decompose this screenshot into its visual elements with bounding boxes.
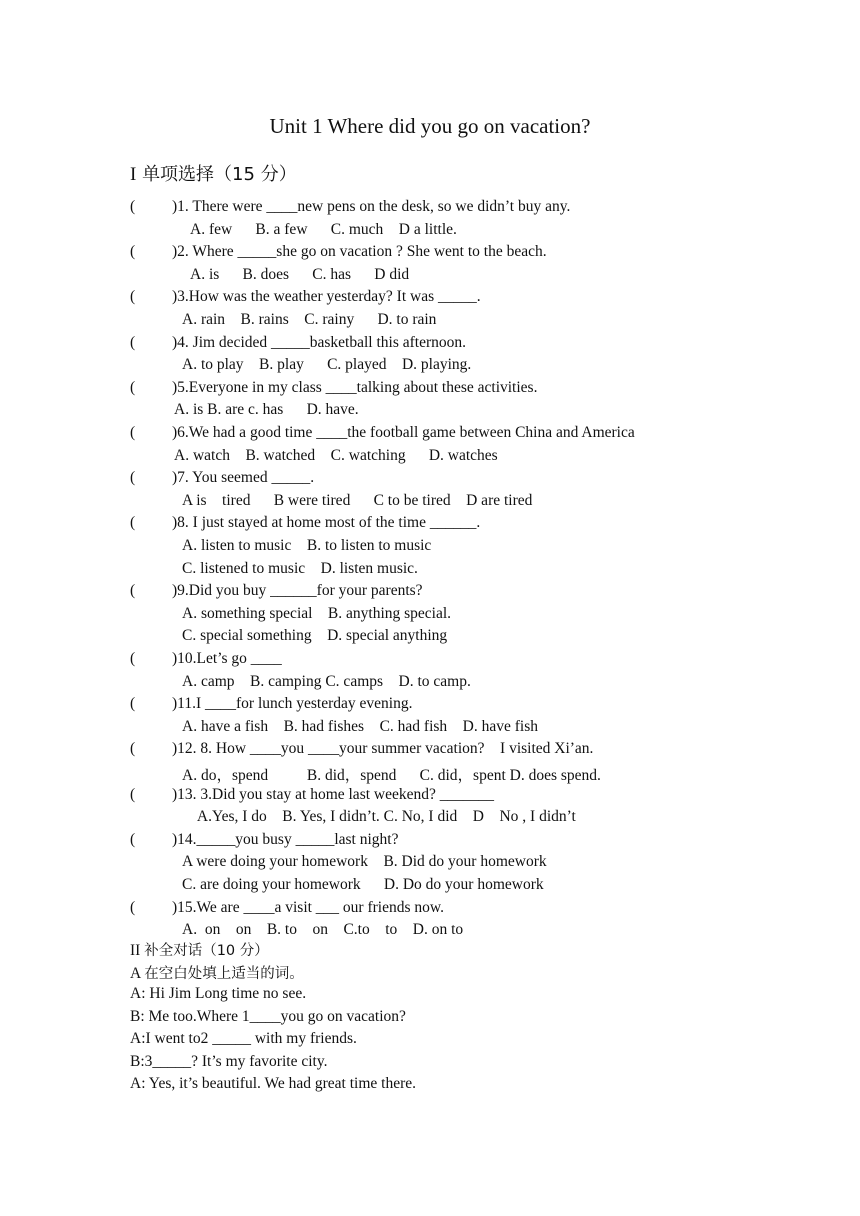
question-stem: )8. I just stayed at home most of the time ______. xyxy=(172,514,481,532)
question-options: C. are doing your homework D. Do do your homework xyxy=(182,876,544,893)
page-title: Unit 1 Where did you go on vacation? xyxy=(269,114,591,138)
section-2-label: 补全对话（10 分） xyxy=(144,943,269,959)
question-options: C. listened to music D. listen music. xyxy=(182,559,418,577)
section-2-roman: II xyxy=(130,942,141,959)
answer-paren: ( xyxy=(130,650,136,667)
dialogue-line: A: Yes, it’s beautiful. We had great time there. xyxy=(130,1075,417,1092)
question-stem: )3.How was the weather yesterday? It was _____. xyxy=(172,288,481,306)
question-options: A.Yes, I do B. Yes, I didn’t. C. No, I did D No , I didn’t xyxy=(190,808,576,826)
section-2-sub-letter: A xyxy=(130,965,141,982)
section-2-heading xyxy=(130,939,269,960)
question-stem: )5.Everyone in my class ____talking about these activities. xyxy=(172,378,538,396)
question-stem: )11.I ____for lunch yesterday evening. xyxy=(172,695,413,713)
question-stem: )14._____you busy _____last night? xyxy=(172,830,399,848)
question-options: A. something special B. anything special. xyxy=(182,604,452,622)
question-options: A. rain B. rains C. rainy D. to rain xyxy=(182,311,437,328)
section-1-heading xyxy=(130,160,297,186)
question-options: A. few B. a few C. much D a little. xyxy=(190,220,457,238)
question-stem: )2. Where _____she go on vacation ? She went to the beach. xyxy=(172,243,547,261)
question-stem: )1. There were ____new pens on the desk, so we didn’t buy any. xyxy=(172,198,571,215)
question-stem: )9.Did you buy ______for your parents? xyxy=(172,582,423,600)
question-stem: )13. 3.Did you stay at home last weekend? _______ xyxy=(172,785,494,803)
answer-paren: ( xyxy=(130,424,136,441)
question-options: A. is B. are c. has D. have. xyxy=(174,401,359,419)
answer-paren: ( xyxy=(130,378,136,396)
answer-paren: ( xyxy=(130,243,136,261)
question-options: A. listen to music B. to listen to music xyxy=(182,537,432,554)
question-options: A were doing your homework B. Did do your homework xyxy=(182,853,547,871)
question-stem: )7. You seemed _____. xyxy=(172,469,315,487)
answer-paren: ( xyxy=(130,198,136,215)
question-stem: )4. Jim decided _____basketball this afternoon. xyxy=(172,333,467,351)
section-1-roman: I xyxy=(130,164,137,185)
answer-paren: ( xyxy=(130,582,136,600)
section-2-subheading xyxy=(130,962,304,983)
dialogue-line: A:I went to2 _____ with my friends. xyxy=(130,1030,357,1047)
section-1-label: 单项选择（15 分） xyxy=(142,164,297,185)
answer-paren: ( xyxy=(130,830,136,848)
question-options: A. is B. does C. has D did xyxy=(190,265,410,283)
answer-paren: ( xyxy=(130,785,136,803)
question-stem: )12. 8. How ____you ____your summer vacation? I visited Xi’an. xyxy=(172,740,594,758)
answer-paren: ( xyxy=(130,333,136,351)
answer-paren: ( xyxy=(130,695,136,713)
dialogue-line: B:3_____? It’s my favorite city. xyxy=(130,1053,328,1070)
question-stem: )10.Let’s go ____ xyxy=(172,650,282,667)
question-stem: )15.We are ____a visit ___ our friends now. xyxy=(172,898,444,916)
section-2-instruction: 在空白处填上适当的词。 xyxy=(144,966,304,982)
question-options: A. have a fish B. had fishes C. had fish D. have fish xyxy=(182,717,539,735)
question-options: A. watch B. watched C. watching D. watches xyxy=(174,446,498,464)
dialogue-line: A: Hi Jim Long time no see. xyxy=(130,985,307,1002)
answer-paren: ( xyxy=(130,740,136,758)
answer-paren: ( xyxy=(130,514,136,532)
question-options: A. do，spend B. did，spend C. did，spent D. does spend. xyxy=(182,767,601,784)
question-stem: )6.We had a good time ____the football game between China and America xyxy=(172,424,635,441)
question-options: C. special something D. special anything xyxy=(182,627,448,645)
answer-paren: ( xyxy=(130,469,136,487)
question-options: A. to play B. play C. played D. playing. xyxy=(182,356,472,374)
question-options: A. camp B. camping C. camps D. to camp. xyxy=(182,672,471,690)
answer-paren: ( xyxy=(130,288,136,306)
dialogue-line: B: Me too.Where 1____you go on vacation? xyxy=(130,1008,406,1025)
question-options: A is tired B were tired C to be tired D are tired xyxy=(182,491,533,509)
answer-paren: ( xyxy=(130,898,136,916)
question-options: A. on on B. to on C.to to D. on to xyxy=(182,921,464,939)
